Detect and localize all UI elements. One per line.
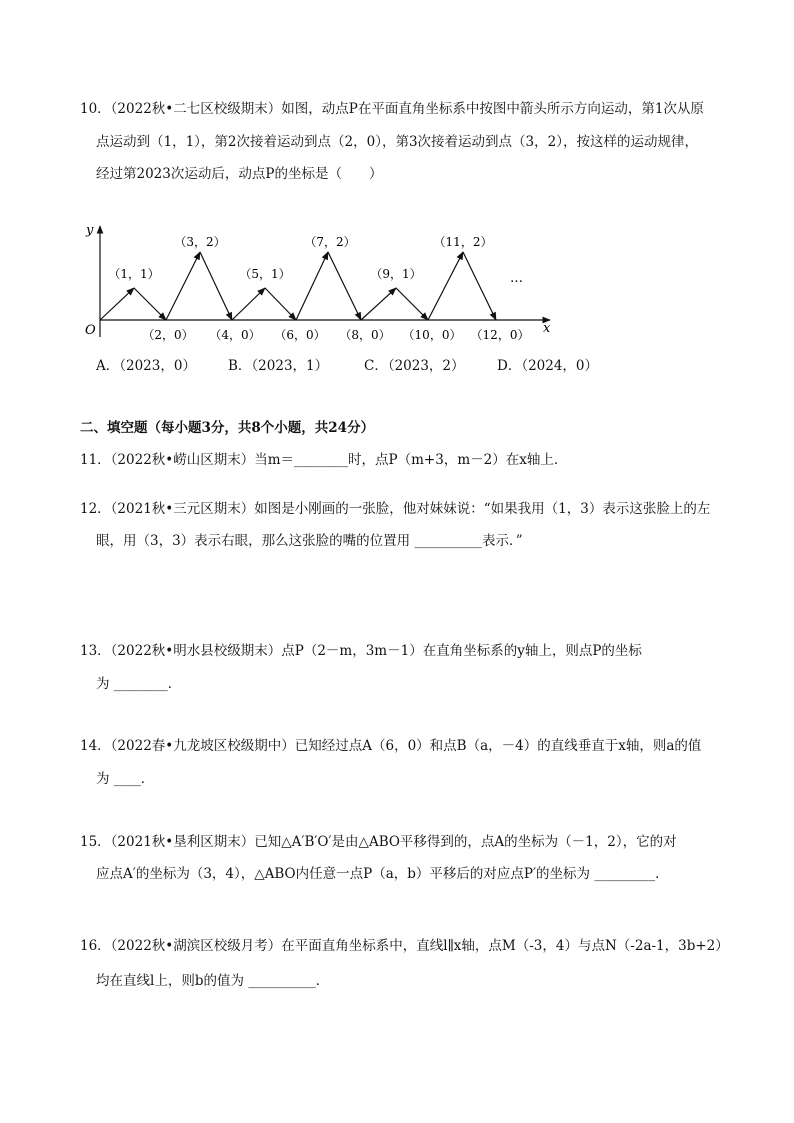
point-label-8-0: （8，0） (339, 328, 391, 342)
section-heading: 二、填空题（每小题3分，共8个小题，共24分） (80, 420, 375, 436)
move-11 (428, 252, 463, 320)
option-a[interactable]: A．（2023，0） (96, 358, 196, 374)
move-12 (463, 252, 496, 320)
q15-line-2: 应点A′的坐标为（3，4），△ABO内任意一点P（a，b）平移后的对应点P′的坐标为 _________． (96, 866, 669, 882)
move-3 (166, 252, 200, 320)
point-label-5-1: （5，1） (239, 267, 291, 281)
x-axis-label: x (543, 321, 551, 336)
point-label-2-0: （2，0） (142, 328, 194, 342)
q16-line-1: 16．（2022秋•湖滨区校级月考）在平面直角坐标系中，直线l∥x轴，点M（-3，4）与点N（-2a-1，3b+2） (80, 938, 729, 954)
move-4 (200, 252, 232, 320)
move-2 (134, 288, 166, 320)
point-label-10-0: （10，0） (402, 328, 462, 342)
q10-motion-figure (80, 222, 560, 347)
point-label-6-0: （6，0） (274, 328, 326, 342)
q13-line-1: 13．（2022秋•明水县校级期末）点P（2－m，3m－1）在直角坐标系的y轴上，则点P的坐标 (80, 643, 642, 659)
point-label-3-2: （3，2） (174, 235, 226, 249)
move-6 (265, 288, 296, 320)
point-label-4-0: （4，0） (209, 328, 261, 342)
option-d[interactable]: D．（2024，0） (497, 358, 599, 374)
q11-line-1: 11．（2022秋•崂山区期末）当m＝________时，点P（m+3，m－2）在x轴上． (80, 452, 568, 468)
ellipsis: … (510, 271, 523, 286)
y-axis-label: y (86, 223, 94, 238)
q14-line-1: 14．（2022春•九龙坡区校级期中）已知经过点A（6，0）和点B（a，－4）的直线垂直于x轴，则a的值 (80, 738, 702, 754)
q16-line-2: 均在直线l上，则b的值为 __________． (96, 973, 330, 989)
point-label-9-1: （9，1） (370, 267, 422, 281)
q14-line-2: 为 ____． (96, 771, 155, 787)
option-c[interactable]: C．（2023，2） (364, 358, 465, 374)
q15-line-1: 15．（2021秋•垦利区期末）已知△A′B′O′是由△ABO平移得到的，点A的坐标为（－1，2），它的对 (80, 834, 677, 850)
move-1 (100, 288, 134, 320)
q10-line-2: 点运动到（1，1），第2次接着运动到点（2，0），第3次接着运动到点（3，2），按这样的运动规律， (96, 134, 698, 150)
q12-line-2: 眼，用（3，3）表示右眼，那么这张脸的嘴的位置用 __________表示．” (96, 533, 523, 549)
point-label-7-2: （7，2） (304, 235, 356, 249)
move-8 (328, 252, 361, 320)
point-label-11-2: （11，2） (433, 235, 493, 249)
move-7 (296, 252, 328, 320)
origin-label: O (85, 323, 96, 338)
move-9 (361, 288, 396, 320)
q10-line-1: 10．（2022秋•二七区校级期末）如图，动点P在平面直角坐标系中按图中箭头所示方向运动，第1次从原 (80, 101, 704, 117)
move-10 (396, 288, 428, 320)
q12-line-1: 12．（2021秋•三元区期末）如图是小刚画的一张脸，他对妹妹说：“如果我用（1，3）表示这张脸上的左 (80, 501, 711, 517)
q13-line-2: 为 ________． (96, 676, 182, 692)
point-label-1-1: （1，1） (108, 267, 160, 281)
q10-line-3: 经过第2023次运动后，动点P的坐标是（ ） (96, 166, 383, 182)
move-5 (232, 288, 265, 320)
option-b[interactable]: B．（2023，1） (228, 358, 329, 374)
point-label-12-0: （12，0） (470, 328, 530, 342)
